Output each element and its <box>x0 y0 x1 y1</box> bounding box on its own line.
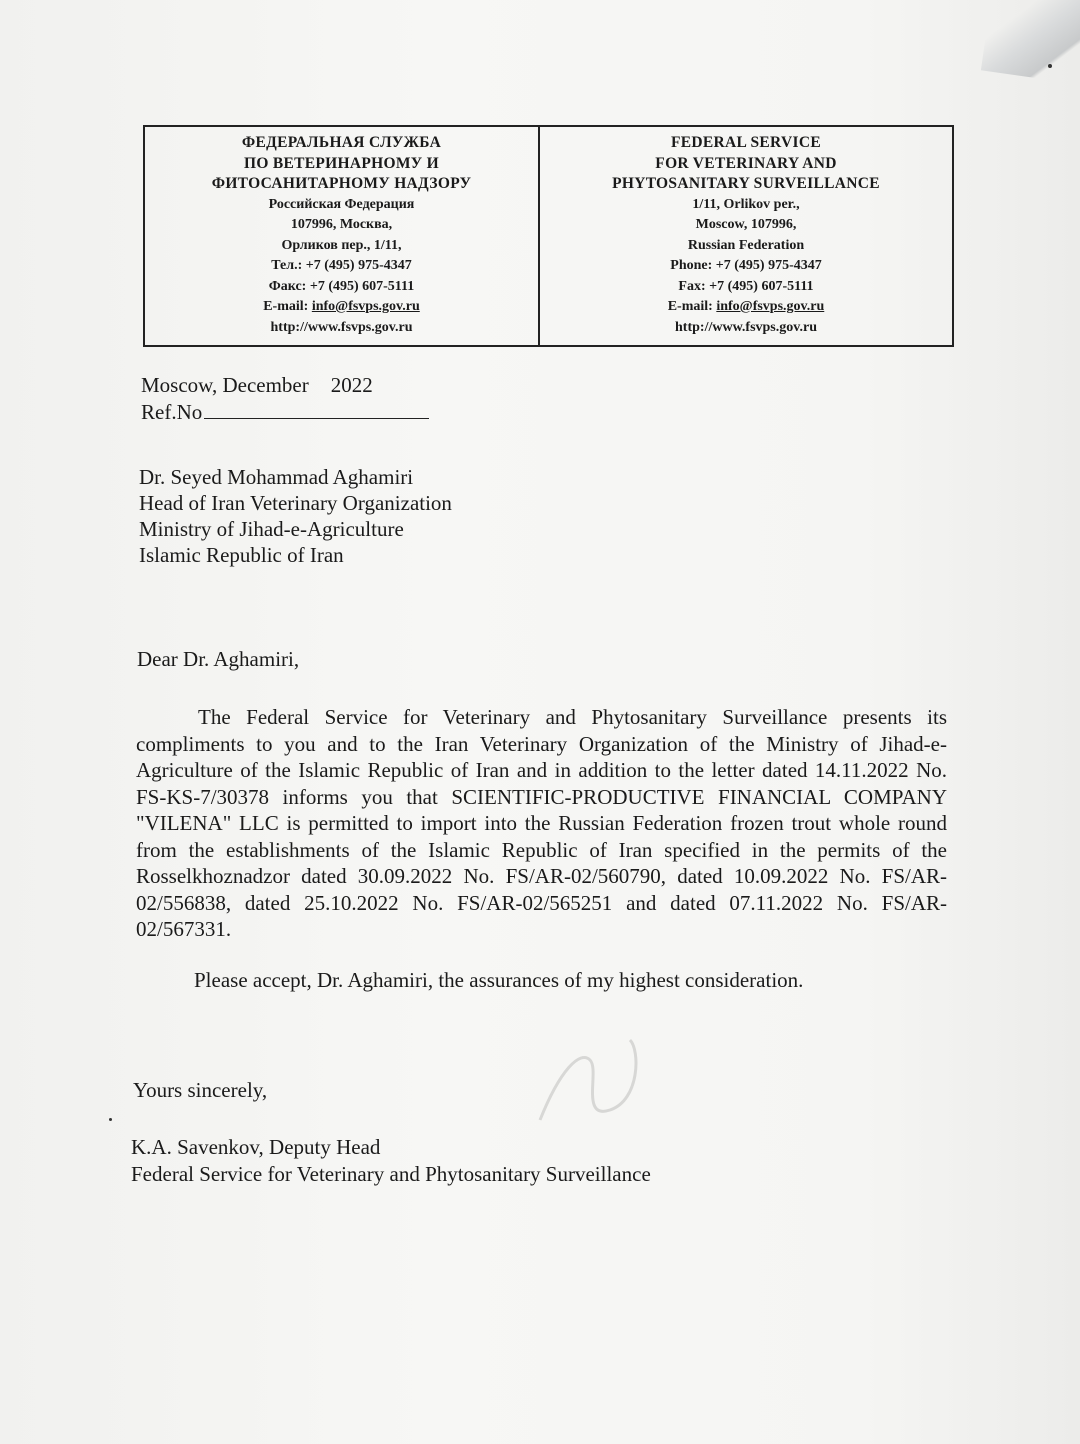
en-org-line1: FEDERAL SERVICE <box>671 134 821 151</box>
en-email-label: E-mail: <box>667 299 717 314</box>
addressee-ministry: Ministry of Jihad-e-Agriculture <box>139 517 404 541</box>
ru-street: Орликов пер., 1/11, <box>281 237 402 253</box>
addressee-name: Dr. Seyed Mohammad Aghamiri <box>139 465 414 489</box>
en-street: 1/11, Orlikov per., <box>692 196 800 212</box>
letter-year: 2022 <box>330 373 373 397</box>
ru-org-line2: ПО ВЕТЕРИНАРНОМУ И <box>243 154 440 172</box>
en-country: Russian Federation <box>687 237 805 253</box>
signer-block <box>131 1134 651 1188</box>
ru-email-label: E-mail: <box>263 299 312 314</box>
ru-email-link[interactable]: info@fsvps.gov.ru <box>311 299 420 314</box>
addressee-title: Head of Iran Veterinary Organization <box>139 491 452 515</box>
letterhead-russian <box>145 127 540 345</box>
place-date-prefix: Moscow, December <box>141 373 309 397</box>
reference-number <box>141 399 429 426</box>
page-corner-shadow <box>981 0 1080 88</box>
closing-paragraph: Please accept, Dr. Aghamiri, the assurances of my highest consideration. <box>194 968 804 992</box>
ru-country: Российская Федерация <box>268 196 415 212</box>
faint-signature-icon <box>520 1030 660 1140</box>
ru-fax: Факс: +7 (495) 607-5111 <box>268 278 415 294</box>
ref-label: Ref.No <box>141 400 203 424</box>
en-org-line2: FOR VETERINARY AND <box>655 154 837 172</box>
letterhead-english <box>540 127 952 345</box>
speck-mark <box>109 1118 112 1121</box>
body-paragraph: The Federal Service for Veterinary and Phytosanitary Surveillance presents its compliments to you and to the Iran Veterinary Organization of the Ministry of Jihad-e-Agriculture of the Islamic Republic of Iran and in addition to the letter dated 14.11.2022 No. FS-KS-7/30378 informs you that SCIENTIFIC-PRODUCTIVE FINANCIAL COMPANY "VILENA" LLC is permitted to import into the Russian Federation frozen trout whole round from the establishments of the Islamic Republic of Iran specified in the permits of the Rosselkhoznadzor dated 30.09.2022 No. FS/AR-02/560790, dated 10.09.2022 No. FS/AR-02/556838, dated 25.10.2022 No. FS/AR-02/565251 and dated 07.11.2022 No. FS/AR-02/567331. <box>136 705 947 941</box>
en-email-link[interactable]: info@fsvps.gov.ru <box>716 299 825 314</box>
en-web-link[interactable]: http://www.fsvps.gov.ru <box>675 319 817 335</box>
ref-blank-line <box>204 400 429 419</box>
valediction: Yours sincerely, <box>133 1078 268 1102</box>
en-fax: Fax: +7 (495) 607-5111 <box>678 278 814 294</box>
letterhead-box <box>143 125 954 347</box>
ru-org-line3: ФИТОСАНИТАРНОМУ НАДЗОРУ <box>211 175 472 192</box>
ru-phone: Тел.: +7 (495) 975-4347 <box>271 258 412 273</box>
en-email-line <box>668 297 825 318</box>
en-city: Moscow, 107996, <box>695 217 797 232</box>
salutation: Dear Dr. Aghamiri, <box>137 647 300 671</box>
addressee-country: Islamic Republic of Iran <box>139 543 344 567</box>
ru-org-line1: ФЕДЕРАЛЬНАЯ СЛУЖБА <box>241 134 442 151</box>
en-org-line3: PHYTOSANITARY SURVEILLANCE <box>612 175 880 192</box>
addressee-block <box>139 464 452 568</box>
speck-mark <box>1048 64 1052 68</box>
signer-name-title: K.A. Savenkov, Deputy Head <box>131 1135 381 1159</box>
ru-postal: 107996, Москва, <box>290 217 393 232</box>
signer-organization: Federal Service for Veterinary and Phytosanitary Surveillance <box>131 1162 651 1186</box>
place-date <box>141 372 429 399</box>
en-phone: Phone: +7 (495) 975-4347 <box>670 258 822 273</box>
ru-email-line <box>263 297 420 318</box>
ru-web-link[interactable]: http://www.fsvps.gov.ru <box>270 319 413 335</box>
letter-meta <box>141 372 429 426</box>
